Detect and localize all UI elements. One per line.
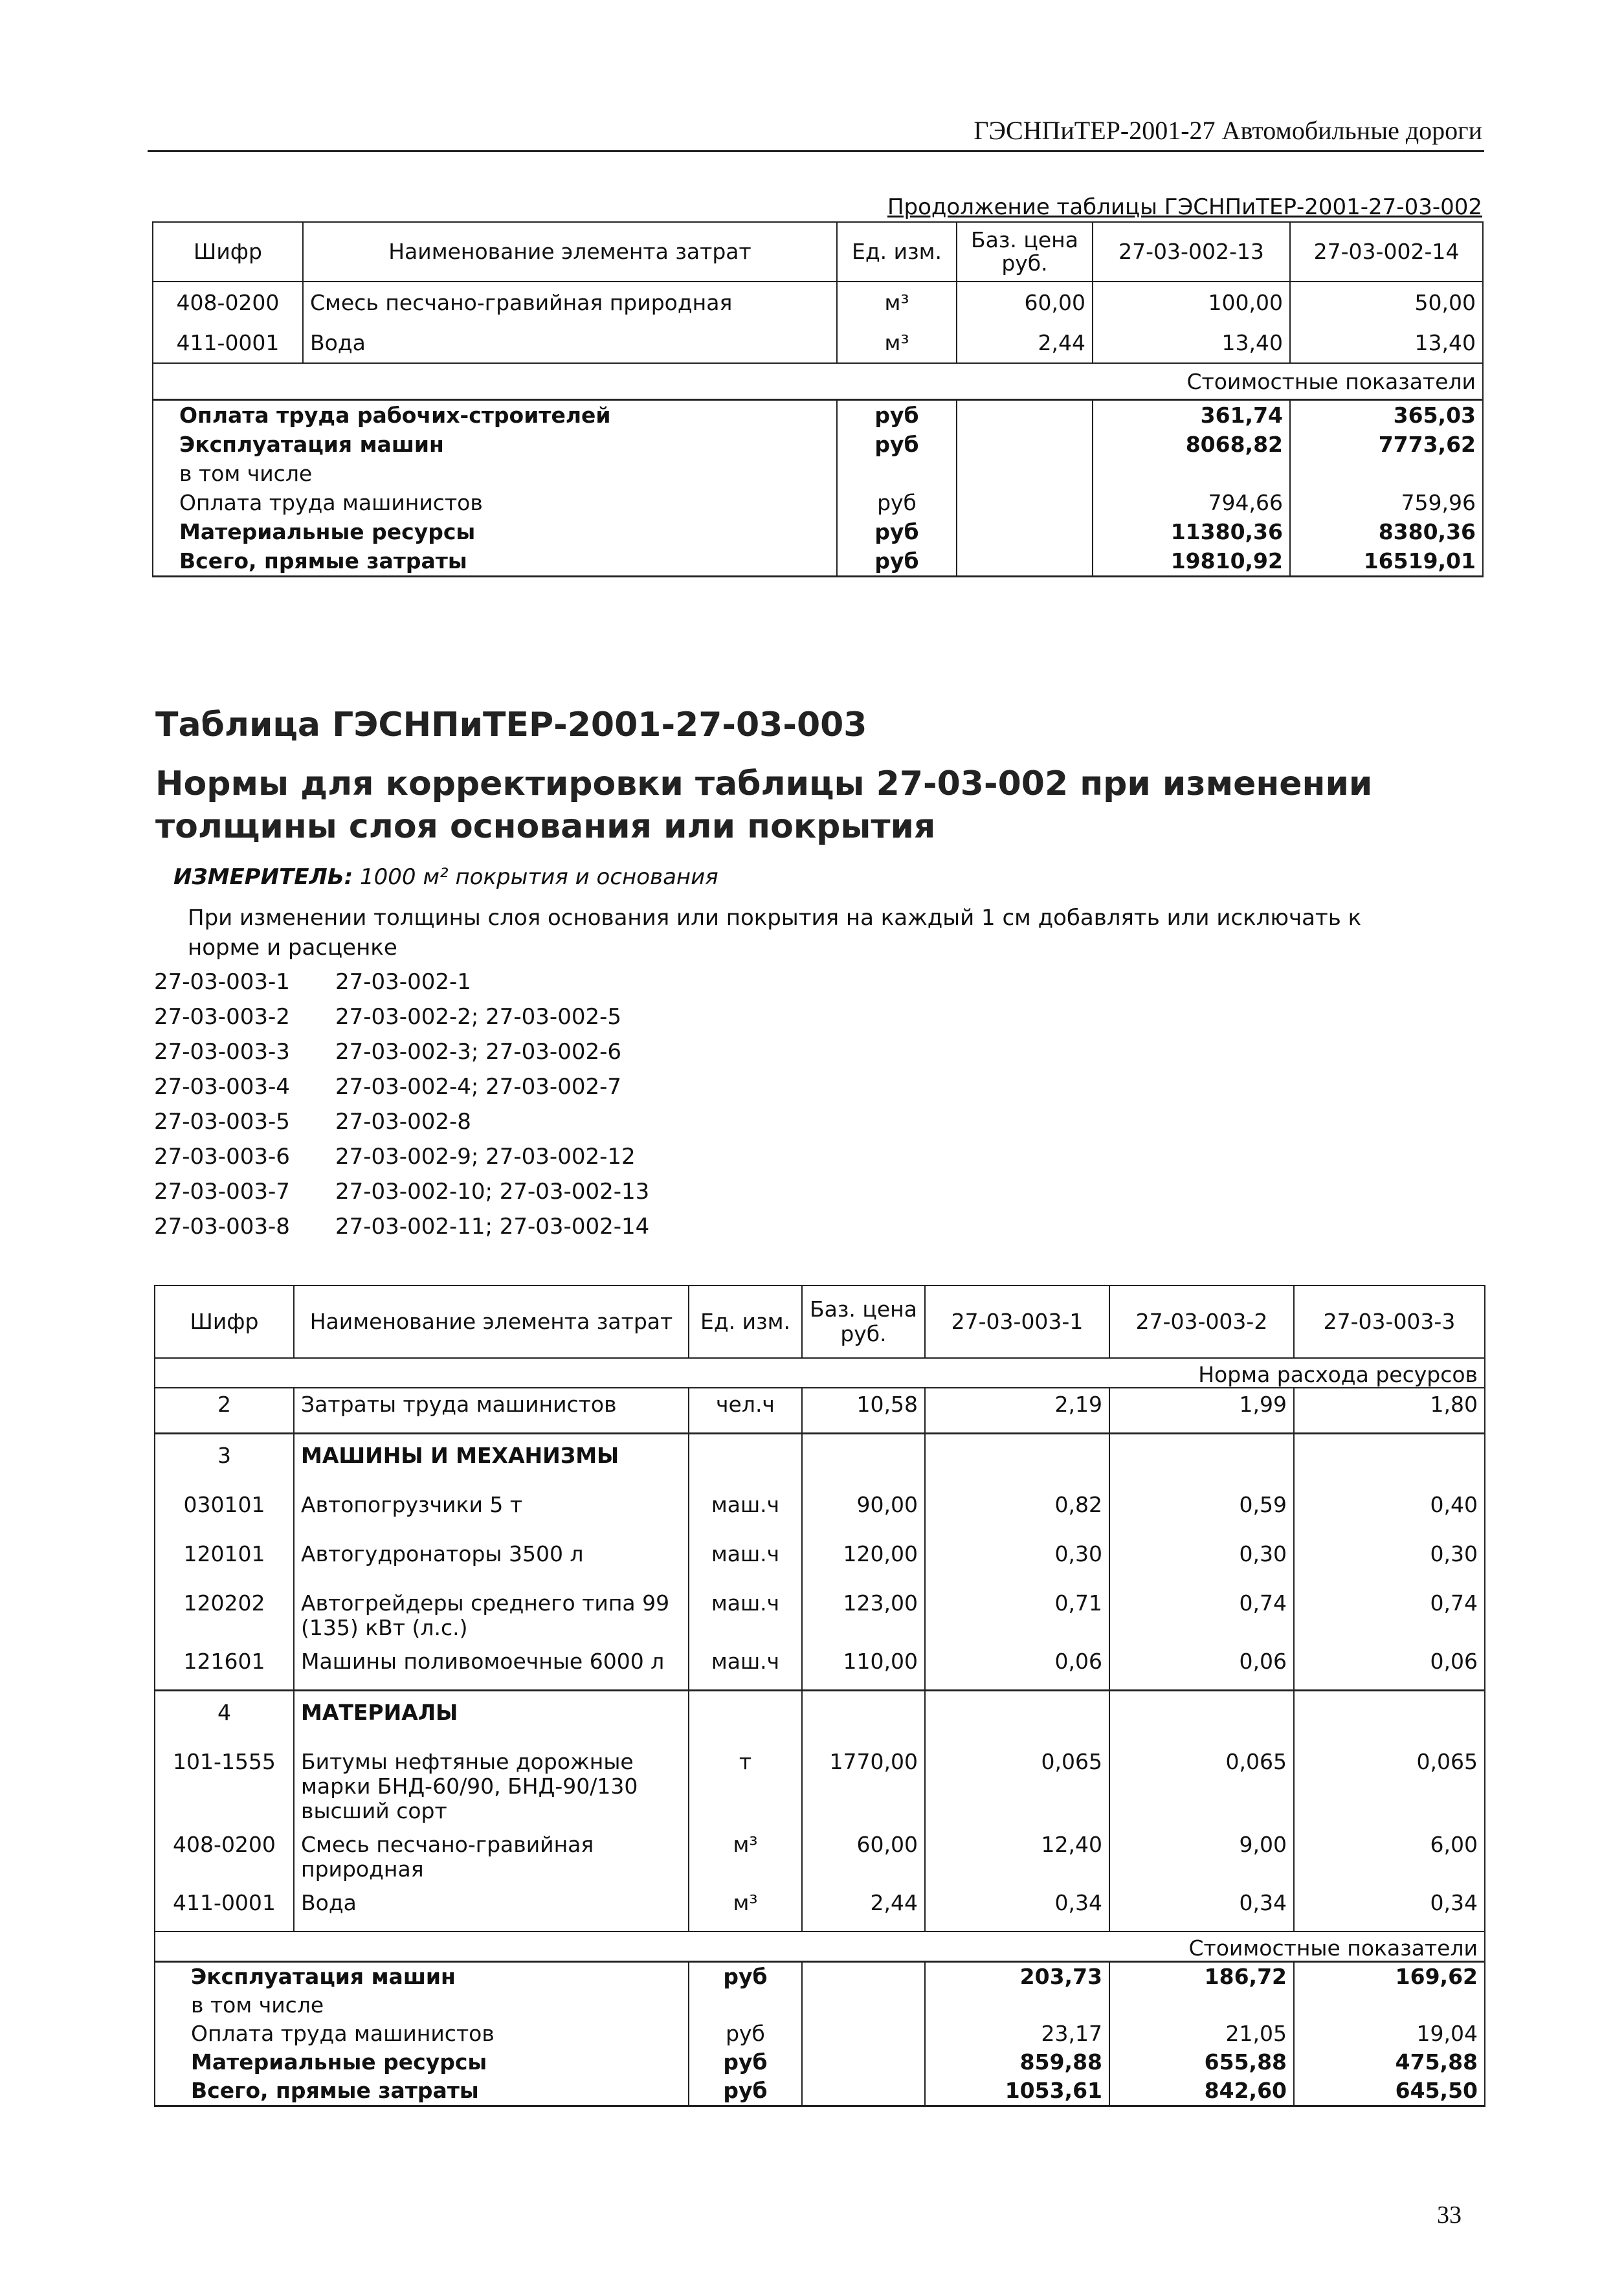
empty-cell bbox=[802, 2077, 925, 2106]
cell-name: Автопогрузчики 5 т bbox=[294, 1484, 689, 1533]
mapping-refs: 27-03-002-3; 27-03-002-6 bbox=[335, 1039, 621, 1065]
col-header-norm-14: 27-03-002-14 bbox=[1290, 222, 1483, 282]
col-header-unit: Ед. изм. bbox=[689, 1286, 802, 1358]
table-row bbox=[155, 1388, 1485, 1434]
cost-unit: руб bbox=[689, 2020, 802, 2048]
cell-value: 0,82 bbox=[925, 1484, 1109, 1533]
cost-value: 759,96 bbox=[1290, 488, 1483, 517]
col-header-code: Шифр bbox=[155, 1286, 294, 1358]
cost-unit: руб bbox=[689, 2077, 802, 2106]
cost-row bbox=[153, 459, 1483, 488]
cell-value: 2,19 bbox=[925, 1388, 1109, 1434]
empty-cell bbox=[802, 1991, 925, 2020]
cost-value: 8068,82 bbox=[1093, 430, 1290, 459]
cost-value: 19810,92 bbox=[1093, 546, 1290, 577]
cell-value: 0,06 bbox=[1294, 1640, 1485, 1691]
cost-row bbox=[155, 1991, 1485, 2020]
cost-name: Оплата труда машинистов bbox=[155, 2020, 689, 2048]
cell-value: 13,40 bbox=[1093, 322, 1290, 363]
empty-cell bbox=[925, 1691, 1109, 1741]
empty-cell bbox=[957, 430, 1093, 459]
cell-value: 0,065 bbox=[925, 1741, 1109, 1823]
col-header-norm-13: 27-03-002-13 bbox=[1093, 222, 1290, 282]
cost-value bbox=[1290, 459, 1483, 488]
section-label: Стоимостные показатели bbox=[153, 363, 1483, 400]
cell-value: 9,00 bbox=[1109, 1823, 1294, 1882]
mapping-code: 27-03-003-5 bbox=[154, 1109, 290, 1135]
cost-value: 645,50 bbox=[1294, 2077, 1485, 2106]
cost-row bbox=[155, 2020, 1485, 2048]
measurer-line bbox=[173, 864, 718, 890]
table-row bbox=[153, 282, 1483, 322]
col-header-norm-3: 27-03-003-3 bbox=[1294, 1286, 1485, 1358]
cell-unit: маш.ч bbox=[689, 1484, 802, 1533]
cost-value: 1053,61 bbox=[925, 2077, 1109, 2106]
col-header-price: Баз. цена руб. bbox=[802, 1286, 925, 1358]
cost-name: Всего, прямые затраты bbox=[153, 546, 837, 577]
mapping-code: 27-03-003-6 bbox=[154, 1144, 290, 1170]
empty-cell bbox=[1109, 1434, 1294, 1484]
empty-cell bbox=[957, 488, 1093, 517]
cell-code: 408-0200 bbox=[155, 1823, 294, 1882]
cell-name: Вода bbox=[294, 1882, 689, 1932]
empty-cell bbox=[689, 1691, 802, 1741]
cost-row bbox=[153, 430, 1483, 459]
cost-name: в том числе bbox=[153, 459, 837, 488]
empty-cell bbox=[1109, 1691, 1294, 1741]
cell-value: 0,30 bbox=[1294, 1533, 1485, 1582]
cell-value: 0,06 bbox=[1109, 1640, 1294, 1691]
cell-value: 0,065 bbox=[1109, 1741, 1294, 1823]
cost-value bbox=[1109, 1991, 1294, 2020]
cell-price: 123,00 bbox=[802, 1582, 925, 1640]
mapping-refs: 27-03-002-8 bbox=[335, 1109, 471, 1135]
cell-unit: м³ bbox=[689, 1823, 802, 1882]
cost-name: в том числе bbox=[155, 1991, 689, 2020]
cell-code: 411-0001 bbox=[155, 1882, 294, 1932]
mapping-refs: 27-03-002-11; 27-03-002-14 bbox=[335, 1214, 650, 1240]
empty-cell bbox=[957, 400, 1093, 430]
group-code: 4 bbox=[155, 1691, 294, 1741]
header-rule bbox=[148, 150, 1484, 152]
cost-value: 655,88 bbox=[1109, 2048, 1294, 2077]
cost-unit: руб bbox=[837, 488, 957, 517]
cell-name: Битумы нефтяные дорожные марки БНД-60/90, БНД-90/130 высший сорт bbox=[294, 1741, 689, 1823]
cost-value: 186,72 bbox=[1109, 1962, 1294, 1992]
cost-unit: руб bbox=[837, 546, 957, 577]
empty-cell bbox=[802, 1691, 925, 1741]
cell-code: 120202 bbox=[155, 1582, 294, 1640]
empty-cell bbox=[957, 546, 1093, 577]
cell-value: 0,74 bbox=[1294, 1582, 1485, 1640]
mapping-refs: 27-03-002-9; 27-03-002-12 bbox=[335, 1144, 636, 1170]
cell-value: 0,065 bbox=[1294, 1741, 1485, 1823]
table-heading: Нормы для корректировки таблицы 27-03-002 при изменении толщины слоя основания или покрытия bbox=[155, 764, 1373, 846]
cell-price: 2,44 bbox=[957, 322, 1093, 363]
cell-price: 90,00 bbox=[802, 1484, 925, 1533]
group-name: МАТЕРИАЛЫ bbox=[294, 1691, 689, 1741]
cell-price: 60,00 bbox=[957, 282, 1093, 322]
cost-unit: руб bbox=[689, 1962, 802, 1992]
cell-price: 120,00 bbox=[802, 1533, 925, 1582]
cost-value: 842,60 bbox=[1109, 2077, 1294, 2106]
section-row-cost bbox=[155, 1932, 1485, 1962]
table-row bbox=[155, 1582, 1485, 1640]
measurer-value: 1000 м² покрытия и основания bbox=[360, 864, 718, 890]
cost-row bbox=[155, 2077, 1485, 2106]
empty-cell bbox=[802, 2048, 925, 2077]
cell-code: 408-0200 bbox=[153, 282, 303, 322]
cell-code: 2 bbox=[155, 1388, 294, 1434]
cost-row bbox=[153, 517, 1483, 546]
cost-row bbox=[153, 400, 1483, 430]
cost-name: Материальные ресурсы bbox=[155, 2048, 689, 2077]
group-code: 3 bbox=[155, 1434, 294, 1484]
cell-value: 12,40 bbox=[925, 1823, 1109, 1882]
cell-unit: маш.ч bbox=[689, 1533, 802, 1582]
table-row bbox=[153, 322, 1483, 363]
cost-name: Всего, прямые затраты bbox=[155, 2077, 689, 2106]
mapping-refs: 27-03-002-2; 27-03-002-5 bbox=[335, 1004, 621, 1030]
cell-unit: маш.ч bbox=[689, 1582, 802, 1640]
cell-unit: маш.ч bbox=[689, 1640, 802, 1691]
empty-cell bbox=[802, 1434, 925, 1484]
empty-cell bbox=[802, 2020, 925, 2048]
cell-name: Вода bbox=[303, 322, 837, 363]
cell-price: 2,44 bbox=[802, 1882, 925, 1932]
table-header-row bbox=[155, 1286, 1485, 1358]
col-header-norm-2: 27-03-003-2 bbox=[1109, 1286, 1294, 1358]
cell-price: 10,58 bbox=[802, 1388, 925, 1434]
cell-code: 120101 bbox=[155, 1533, 294, 1582]
table-row bbox=[155, 1533, 1485, 1582]
cell-price: 60,00 bbox=[802, 1823, 925, 1882]
cost-name: Эксплуатация машин bbox=[155, 1962, 689, 1992]
cell-value: 1,99 bbox=[1109, 1388, 1294, 1434]
cost-value: 11380,36 bbox=[1093, 517, 1290, 546]
cost-name: Оплата труда рабочих-строителей bbox=[153, 400, 837, 430]
mapping-refs: 27-03-002-10; 27-03-002-13 bbox=[335, 1179, 650, 1205]
table-row bbox=[155, 1640, 1485, 1691]
table-row bbox=[155, 1484, 1485, 1533]
cell-value: 6,00 bbox=[1294, 1823, 1485, 1882]
mapping-code: 27-03-003-8 bbox=[154, 1214, 290, 1240]
cost-row bbox=[155, 2048, 1485, 2077]
col-header-name: Наименование элемента затрат bbox=[294, 1286, 689, 1358]
adjustment-note: При изменении толщины слоя основания или покрытия на каждый 1 см добавлять или исключать к норме и расценке bbox=[188, 905, 1362, 961]
cell-name: Машины поливомоечные 6000 л bbox=[294, 1640, 689, 1691]
cost-value: 859,88 bbox=[925, 2048, 1109, 2077]
cell-price: 1770,00 bbox=[802, 1741, 925, 1823]
col-header-norm-1: 27-03-003-1 bbox=[925, 1286, 1109, 1358]
cost-row bbox=[153, 546, 1483, 577]
cost-value: 21,05 bbox=[1109, 2020, 1294, 2048]
cost-unit bbox=[689, 1991, 802, 2020]
mapping-code: 27-03-003-7 bbox=[154, 1179, 290, 1205]
cost-row bbox=[155, 1962, 1485, 1992]
cell-value: 0,40 bbox=[1294, 1484, 1485, 1533]
empty-cell bbox=[1294, 1434, 1485, 1484]
cost-value bbox=[925, 1991, 1109, 2020]
empty-cell bbox=[1294, 1691, 1485, 1741]
cell-value: 0,71 bbox=[925, 1582, 1109, 1640]
cell-value: 13,40 bbox=[1290, 322, 1483, 363]
section-row-cost bbox=[153, 363, 1483, 400]
empty-cell bbox=[689, 1434, 802, 1484]
cell-name: Смесь песчано-гравийная природная bbox=[294, 1823, 689, 1882]
cost-value: 794,66 bbox=[1093, 488, 1290, 517]
table-row bbox=[155, 1882, 1485, 1932]
cost-unit: руб bbox=[689, 2048, 802, 2077]
cost-unit: руб bbox=[837, 430, 957, 459]
resource-table-27-03-003 bbox=[154, 1285, 1485, 2107]
cell-value: 0,59 bbox=[1109, 1484, 1294, 1533]
cost-value: 23,17 bbox=[925, 2020, 1109, 2048]
cost-value: 16519,01 bbox=[1290, 546, 1483, 577]
group-name: МАШИНЫ И МЕХАНИЗМЫ bbox=[294, 1434, 689, 1484]
cost-name: Материальные ресурсы bbox=[153, 517, 837, 546]
cost-value: 19,04 bbox=[1294, 2020, 1485, 2048]
cell-value: 0,34 bbox=[925, 1882, 1109, 1932]
running-header: ГЭСНПиТЕР-2001-27 Автомобильные дороги bbox=[973, 116, 1482, 145]
cell-value: 1,80 bbox=[1294, 1388, 1485, 1434]
cost-value bbox=[1093, 459, 1290, 488]
empty-cell bbox=[957, 459, 1093, 488]
cell-unit: чел.ч bbox=[689, 1388, 802, 1434]
empty-cell bbox=[957, 517, 1093, 546]
table-row bbox=[155, 1741, 1485, 1823]
group-row-materials bbox=[155, 1691, 1485, 1741]
cell-name: Автогудронаторы 3500 л bbox=[294, 1533, 689, 1582]
cost-row bbox=[153, 488, 1483, 517]
section-label: Стоимостные показатели bbox=[155, 1932, 1485, 1962]
cell-value: 0,34 bbox=[1294, 1882, 1485, 1932]
measurer-label: ИЗМЕРИТЕЛЬ: bbox=[173, 864, 353, 890]
empty-cell bbox=[925, 1434, 1109, 1484]
cost-value: 7773,62 bbox=[1290, 430, 1483, 459]
mapping-code: 27-03-003-2 bbox=[154, 1004, 290, 1030]
cost-value: 8380,36 bbox=[1290, 517, 1483, 546]
table-title: Таблица ГЭСНПиТЕР-2001-27-03-003 bbox=[155, 706, 867, 744]
cost-unit: руб bbox=[837, 400, 957, 430]
page-number: 33 bbox=[1437, 2201, 1462, 2229]
cost-value: 365,03 bbox=[1290, 400, 1483, 430]
cell-unit: м³ bbox=[689, 1882, 802, 1932]
cost-value: 169,62 bbox=[1294, 1962, 1485, 1992]
cell-price: 110,00 bbox=[802, 1640, 925, 1691]
cell-code: 121601 bbox=[155, 1640, 294, 1691]
col-header-code: Шифр bbox=[153, 222, 303, 282]
cost-value bbox=[1294, 1991, 1485, 2020]
mapping-code: 27-03-003-4 bbox=[154, 1074, 290, 1100]
cell-unit: т bbox=[689, 1741, 802, 1823]
cost-value: 475,88 bbox=[1294, 2048, 1485, 2077]
cell-unit: м³ bbox=[837, 322, 957, 363]
cell-code: 101-1555 bbox=[155, 1741, 294, 1823]
cost-unit bbox=[837, 459, 957, 488]
table-header-row bbox=[153, 222, 1483, 282]
table-continuation-caption: Продолжение таблицы ГЭСНПиТЕР-2001-27-03-002 bbox=[887, 194, 1482, 220]
cell-code: 411-0001 bbox=[153, 322, 303, 363]
cost-value: 361,74 bbox=[1093, 400, 1290, 430]
cost-value: 203,73 bbox=[925, 1962, 1109, 1992]
cell-unit: м³ bbox=[837, 282, 957, 322]
col-header-price: Баз. цена руб. bbox=[957, 222, 1093, 282]
cell-name: Автогрейдеры среднего типа 99 (135) кВт (л.с.) bbox=[294, 1582, 689, 1640]
table-row bbox=[155, 1823, 1485, 1882]
cell-value: 50,00 bbox=[1290, 282, 1483, 322]
cell-value: 0,30 bbox=[925, 1533, 1109, 1582]
cell-value: 0,74 bbox=[1109, 1582, 1294, 1640]
resource-table-27-03-002 bbox=[152, 221, 1484, 577]
mapping-refs: 27-03-002-1 bbox=[335, 969, 471, 995]
section-label: Норма расхода ресурсов bbox=[155, 1358, 1485, 1388]
section-row-norm bbox=[155, 1358, 1485, 1388]
cell-value: 0,30 bbox=[1109, 1533, 1294, 1582]
cell-code: 030101 bbox=[155, 1484, 294, 1533]
cell-name: Смесь песчано-гравийная природная bbox=[303, 282, 837, 322]
cell-value: 0,06 bbox=[925, 1640, 1109, 1691]
cost-name: Эксплуатация машин bbox=[153, 430, 837, 459]
col-header-name: Наименование элемента затрат bbox=[303, 222, 837, 282]
empty-cell bbox=[802, 1962, 925, 1992]
mapping-refs: 27-03-002-4; 27-03-002-7 bbox=[335, 1074, 621, 1100]
col-header-unit: Ед. изм. bbox=[837, 222, 957, 282]
group-row-machines bbox=[155, 1434, 1485, 1484]
cost-unit: руб bbox=[837, 517, 957, 546]
cell-value: 0,34 bbox=[1109, 1882, 1294, 1932]
cell-name: Затраты труда машинистов bbox=[294, 1388, 689, 1434]
cost-name: Оплата труда машинистов bbox=[153, 488, 837, 517]
mapping-code: 27-03-003-3 bbox=[154, 1039, 290, 1065]
cell-value: 100,00 bbox=[1093, 282, 1290, 322]
mapping-code: 27-03-003-1 bbox=[154, 969, 290, 995]
